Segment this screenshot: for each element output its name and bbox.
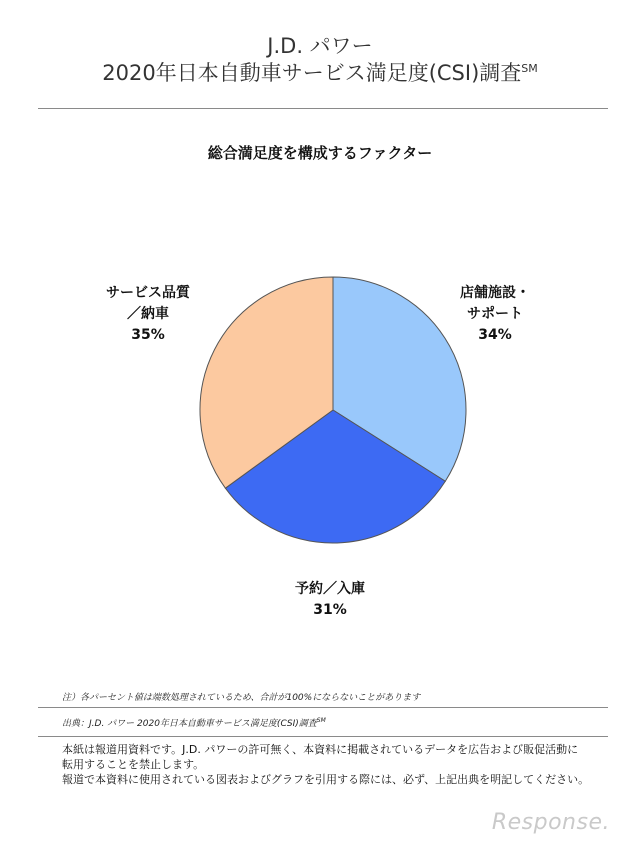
pie-label-store-facility: [440, 283, 550, 346]
press-notice-line: 本紙は報道用資料です。J.D. パワーの許可無く、本資料に掲載されているデータを広告および販促活動に: [62, 743, 579, 756]
pie-label-text: ／納車: [127, 306, 169, 322]
pie-label-service-quality: [88, 283, 208, 346]
header-survey-title-text: 2020年日本自動車サービス満足度(CSI)調査: [102, 61, 522, 85]
pie-label-value: 35%: [131, 327, 165, 343]
chart-title: 総合満足度を構成するファクター: [207, 144, 433, 162]
press-notice: [62, 742, 602, 787]
pie-label-text: サービス品質: [106, 285, 190, 301]
press-notice-line: 報道で本資料に使用されている図表およびグラフを引用する際には、必ず、上記出典を明記してください。: [62, 773, 590, 786]
header-brand: J.D. パワー: [267, 34, 373, 58]
source-service-mark: SM: [316, 717, 326, 724]
press-notice-line: 転用することを禁止します。: [62, 758, 205, 771]
pie-label-text: 店舗施設・: [460, 285, 530, 301]
source-note: [62, 716, 326, 729]
response-watermark-logo: Response.: [491, 810, 610, 835]
pie-label-value: 34%: [478, 327, 512, 343]
pie-label-value: 31%: [313, 602, 347, 618]
pie-label-text: サポート: [467, 306, 523, 322]
source-divider: [38, 736, 608, 737]
source-text: 出典：J.D. パワー 2020年日本自動車サービス満足度(CSI)調査: [62, 719, 317, 729]
pie-label-text: 予約／入庫: [295, 581, 365, 597]
footnote: 注）各パーセント値は端数処理されているため、合計が100%にならないことがあります: [62, 693, 421, 703]
footnote-divider: [38, 707, 608, 708]
pie-label-reservation: [270, 579, 390, 621]
service-mark: SM: [521, 62, 538, 75]
